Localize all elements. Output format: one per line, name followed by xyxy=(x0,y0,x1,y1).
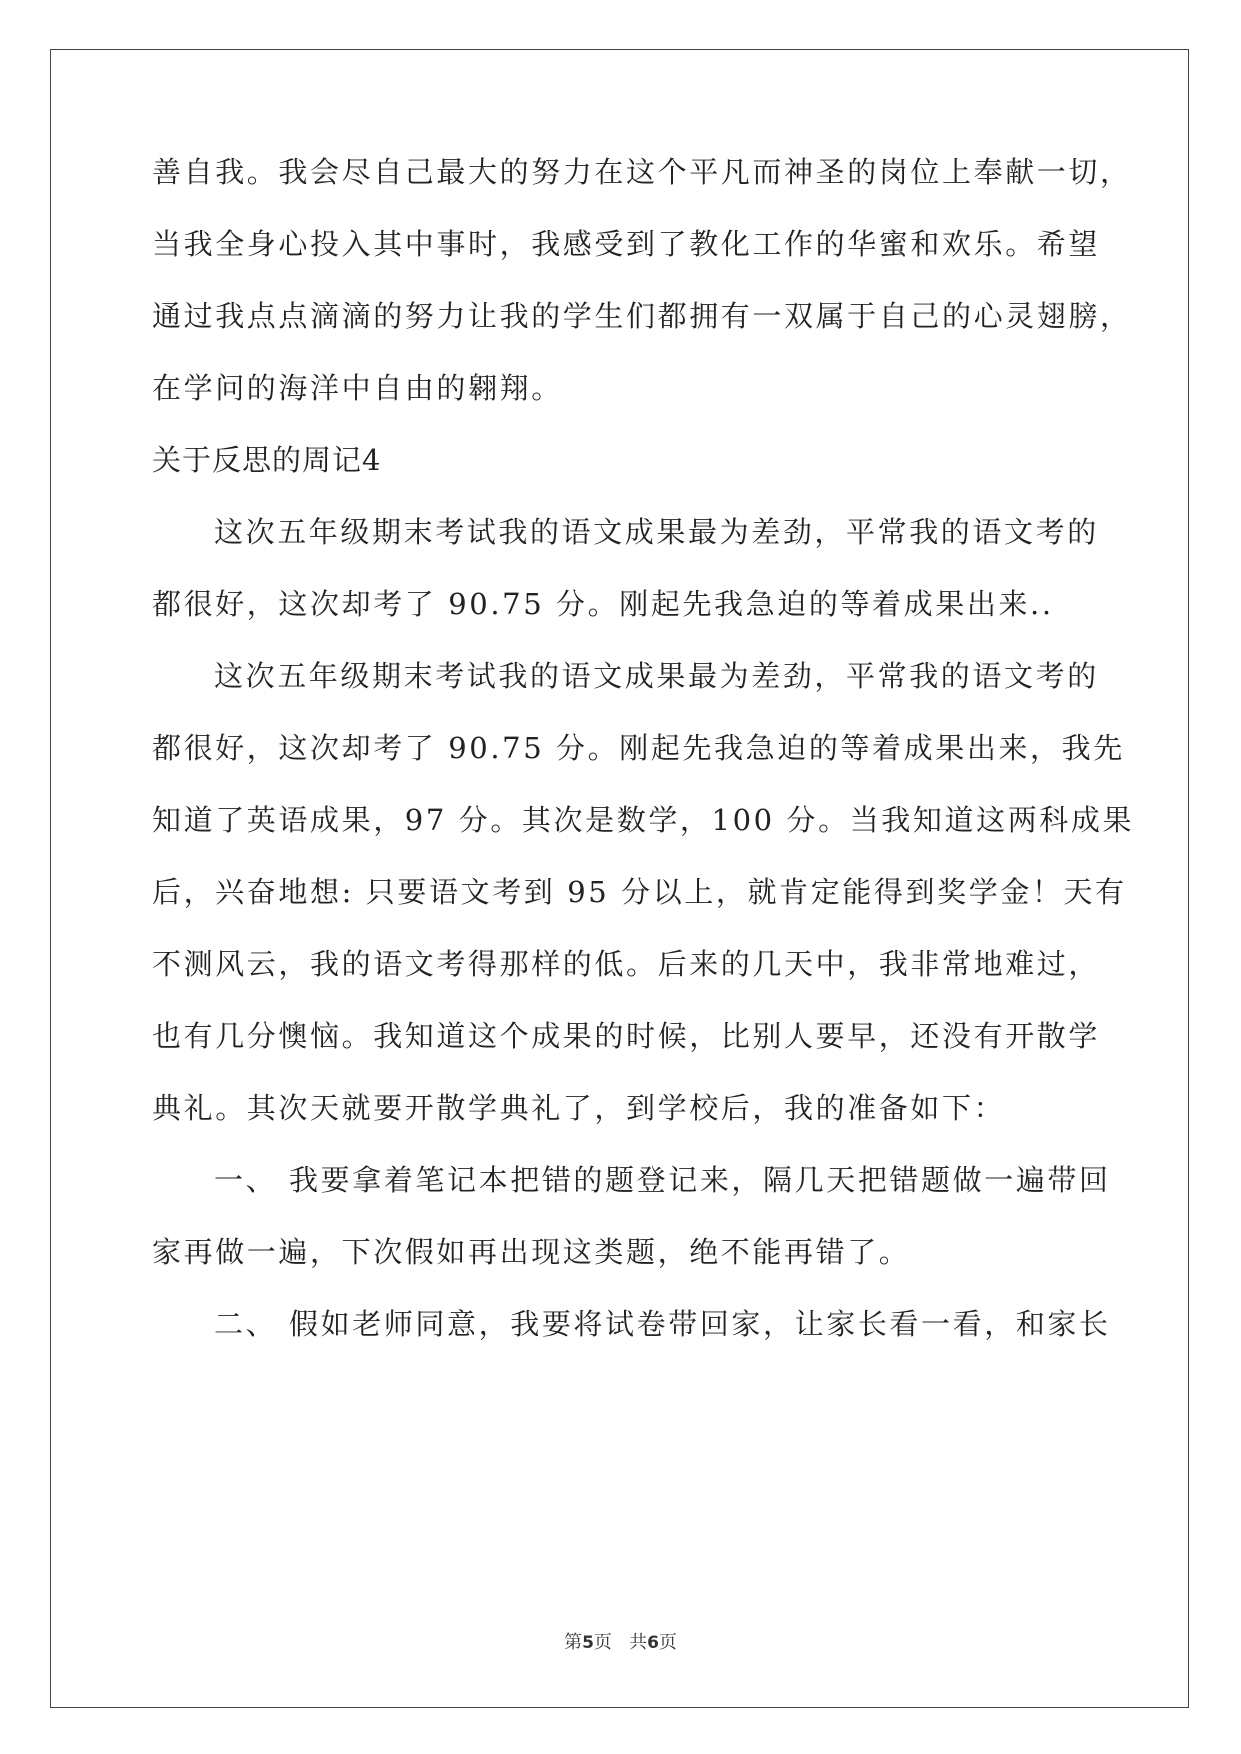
paragraph-line: 善自我。我会尽自己最大的努力在这个平凡而神圣的岗位上奉献一切， xyxy=(152,155,1132,189)
total-page-number: 6 xyxy=(647,1633,659,1653)
list-item-line: 二、 假如老师同意，我要将试卷带回家，让家长看一看，和家长 xyxy=(214,1307,1111,1341)
current-page-number: 5 xyxy=(582,1633,594,1653)
paragraph-line: 典礼。其次天就要开散学典礼了，到学校后，我的准备如下： xyxy=(152,1091,1006,1125)
paragraph-line: 也有几分懊恼。我知道这个成果的时候，比别人要早，还没有开散学 xyxy=(152,1019,1101,1053)
paragraph-line: 当我全身心投入其中事时，我感受到了教化工作的华蜜和欢乐。希望 xyxy=(152,227,1101,261)
paragraph-line: 不测风云，我的语文考得那样的低。后来的几天中，我非常地难过， xyxy=(152,947,1101,981)
paragraph-line: 这次五年级期末考试我的语文成果最为差劲，平常我的语文考的 xyxy=(214,659,1099,693)
footer-middle: 页 共 xyxy=(593,1632,648,1653)
paragraph-line: 在学问的海洋中自由的翱翔。 xyxy=(152,371,563,405)
page-number-footer xyxy=(0,1631,1241,1655)
paragraph-line: 这次五年级期末考试我的语文成果最为差劲，平常我的语文考的 xyxy=(214,515,1099,549)
list-item-line: 一、 我要拿着笔记本把错的题登记来，隔几天把错题做一遍带回 xyxy=(214,1163,1111,1197)
paragraph-line: 都很好，这次却考了 90.75 分。刚起先我急迫的等着成果出来.. xyxy=(152,587,1054,621)
section-heading: 关于反思的周记4 xyxy=(152,443,382,477)
paragraph-line: 都很好，这次却考了 90.75 分。刚起先我急迫的等着成果出来，我先 xyxy=(152,731,1125,765)
paragraph-line: 通过我点点滴滴的努力让我的学生们都拥有一双属于自己的心灵翅膀， xyxy=(152,299,1132,333)
paragraph-line: 知道了英语成果，97 分。其次是数学，100 分。当我知道这两科成果 xyxy=(152,803,1135,837)
footer-prefix: 第 xyxy=(564,1632,583,1653)
paragraph-line: 家再做一遍，下次假如再出现这类题，绝不能再错了。 xyxy=(152,1235,911,1269)
footer-suffix: 页 xyxy=(658,1632,677,1653)
paragraph-line: 后，兴奋地想: 只要语文考到 95 分以上，就肯定能得到奖学金！天有 xyxy=(152,875,1127,909)
